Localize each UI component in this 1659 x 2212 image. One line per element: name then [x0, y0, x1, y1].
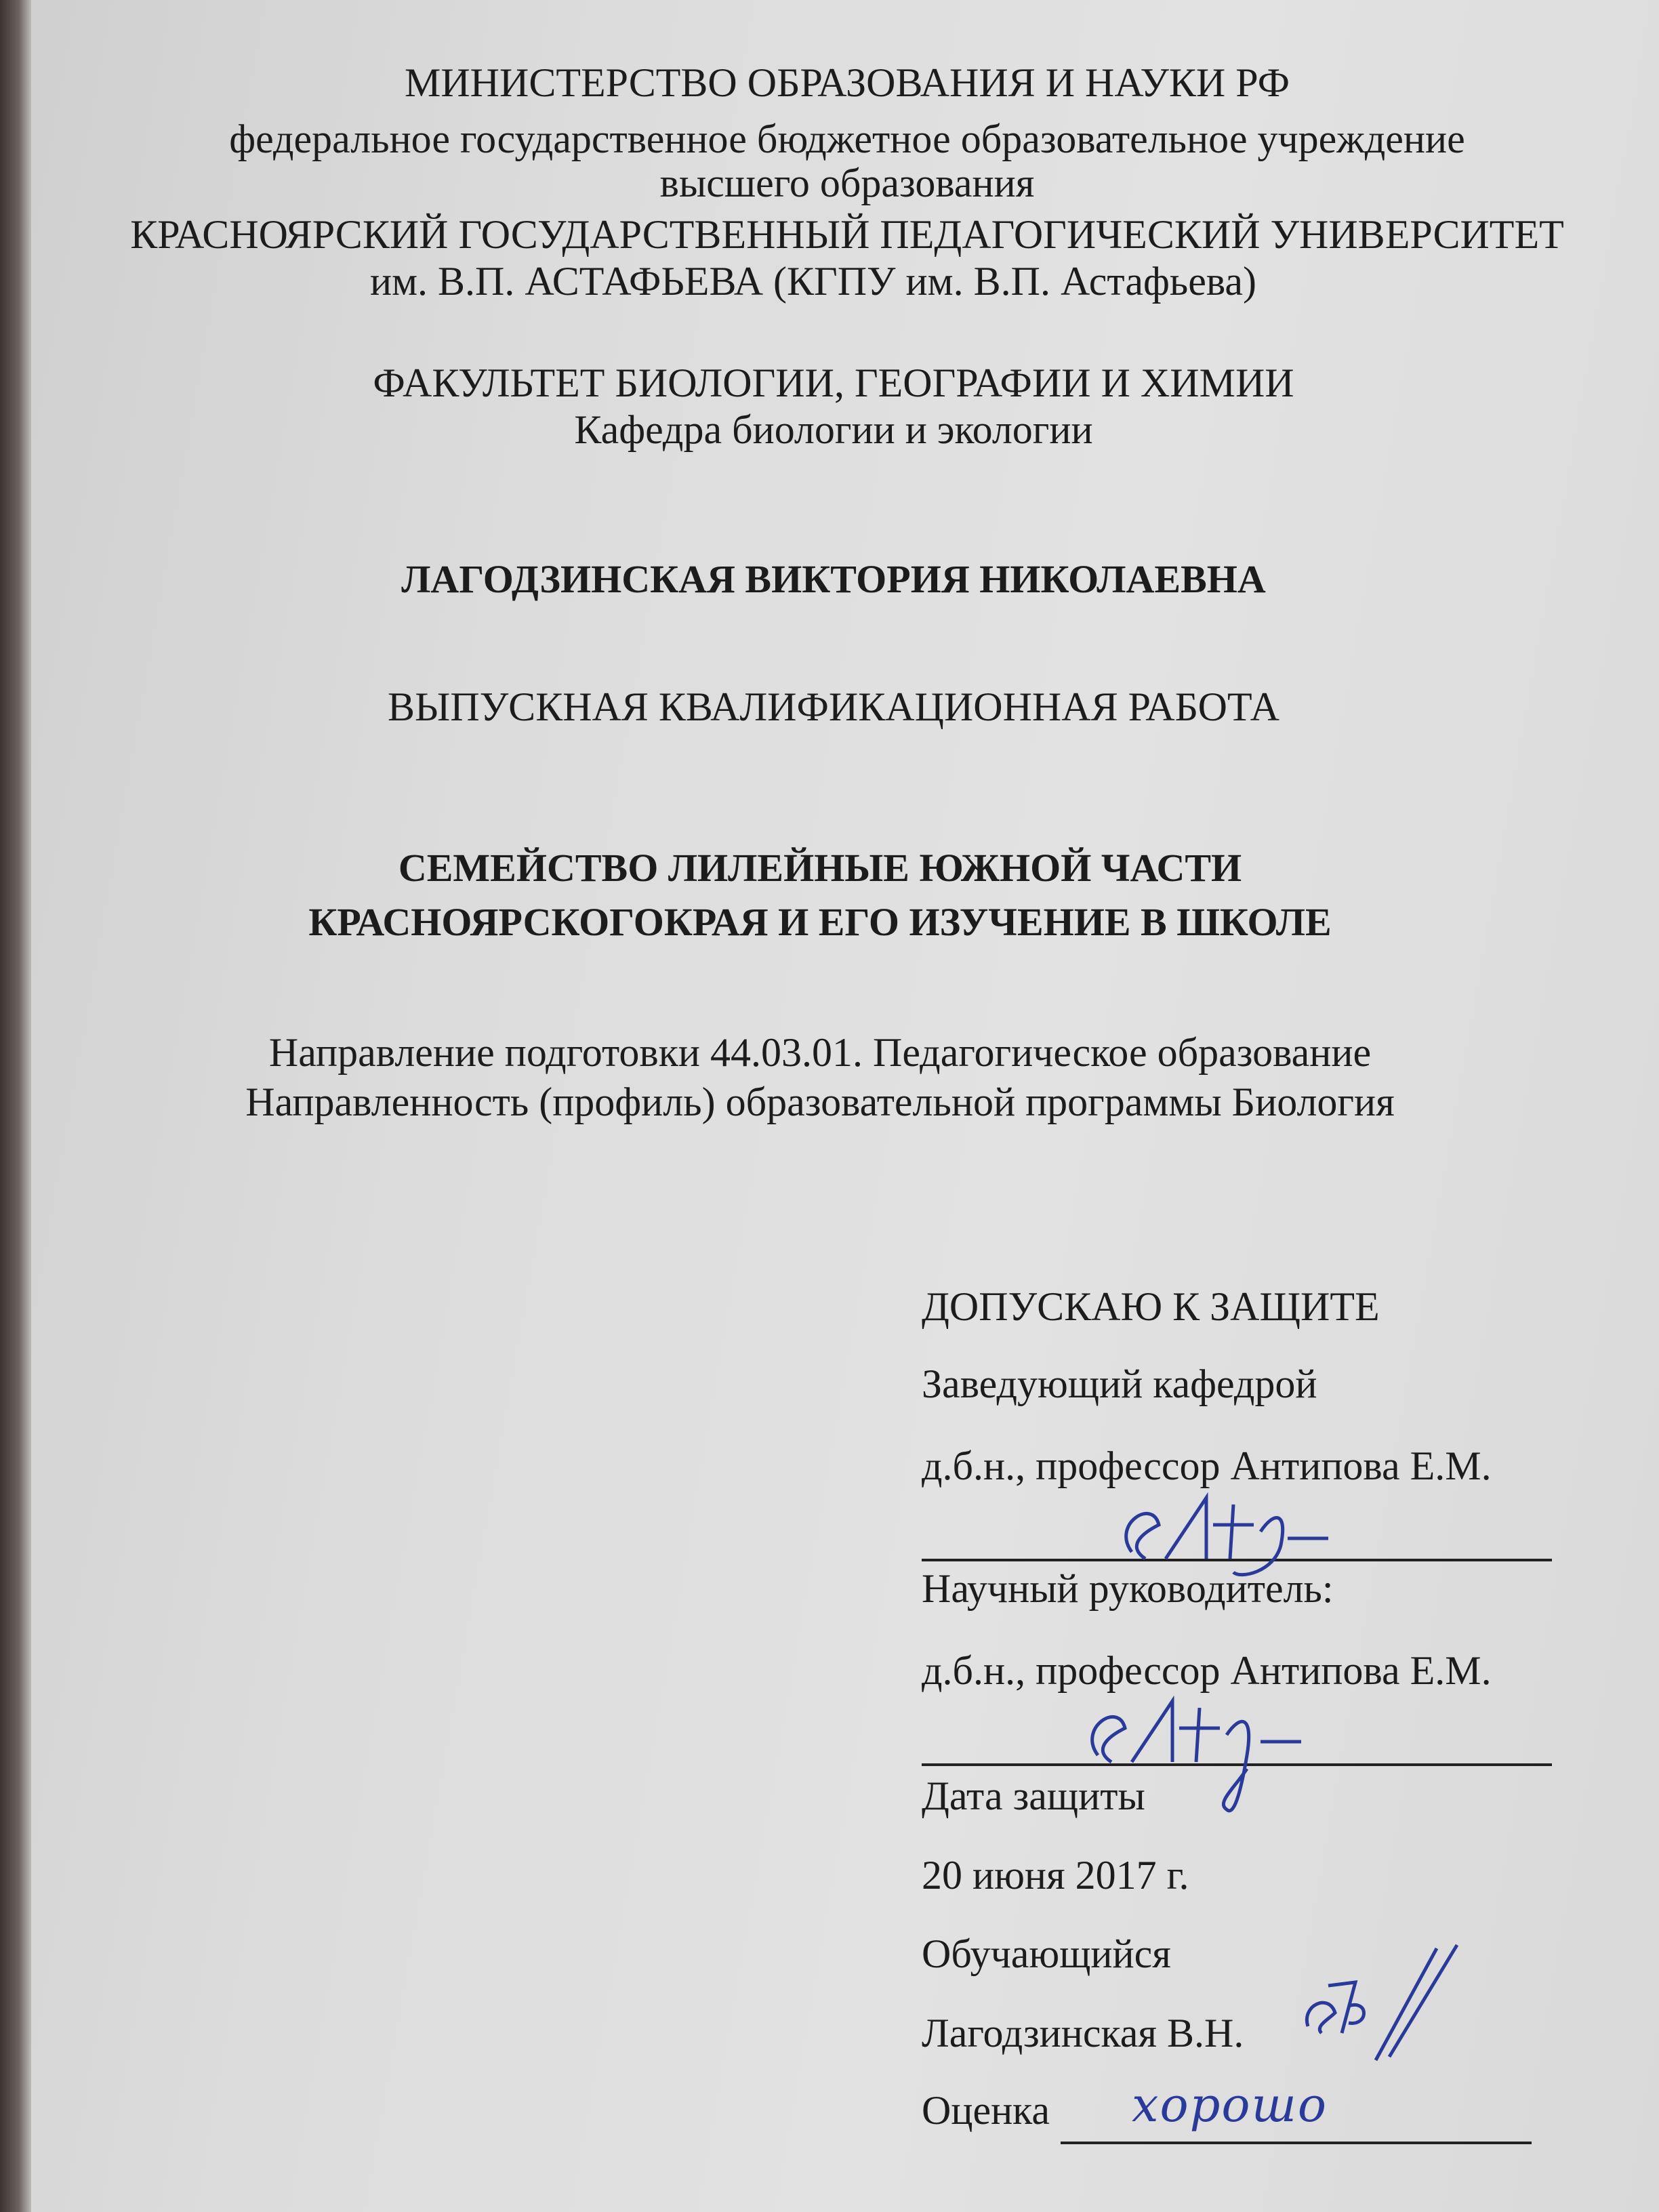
- student-role: Обучающийся: [922, 1931, 1171, 1976]
- work-type: ВЫПУСКНАЯ КВАЛИФИКАЦИОННАЯ РАБОТА: [388, 684, 1279, 729]
- faculty-name: ФАКУЛЬТЕТ БИОЛОГИИ, ГЕОГРАФИИ И ХИМИИ: [373, 361, 1294, 405]
- thesis-title-line2: КРАСНОЯРСКОГОКРАЯ И ЕГО ИЗУЧЕНИЕ В ШКОЛЕ: [308, 900, 1332, 944]
- university-honorific: им. В.П. АСТАФЬЕВА (КГПУ им. В.П. Астафьева): [369, 259, 1257, 304]
- university-name: КРАСНОЯРСКИЙ ГОСУДАРСТВЕННЫЙ ПЕДАГОГИЧЕСКИЙ УНИВЕРСИТЕТ: [130, 212, 1564, 257]
- grade-value: хорошо: [1132, 2077, 1328, 2133]
- thesis-title-line1: СЕМЕЙСТВО ЛИЛЕЙНЫЕ ЮЖНОЙ ЧАСТИ: [398, 846, 1242, 890]
- ministry-line: МИНИСТЕРСТВО ОБРАЗОВАНИЯ И НАУКИ РФ: [404, 60, 1290, 105]
- program-direction: Направление подготовки 44.03.01. Педагогическое образование: [268, 1030, 1372, 1075]
- program-profile: Направленность (профиль) образовательной программы Биология: [245, 1080, 1395, 1124]
- grade-label: Оценка: [922, 2088, 1050, 2133]
- student-name: Лагодзинская В.Н.: [922, 2011, 1244, 2055]
- admit-label: ДОПУСКАЮ К ЗАЩИТЕ: [922, 1284, 1380, 1329]
- supervisor-role: Научный руководитель:: [922, 1566, 1334, 1611]
- grade-line: [1061, 2142, 1532, 2144]
- supervisor-name: д.б.н., профессор Антипова Е.М.: [922, 1648, 1492, 1693]
- department-name: Кафедра биологии и экологии: [574, 407, 1093, 452]
- institution-type: федеральное государственное бюджетное образовательное учреждение: [229, 117, 1465, 161]
- defense-date: 20 июня 2017 г.: [922, 1853, 1189, 1898]
- author-name: ЛАГОДЗИНСКАЯ ВИКТОРИЯ НИКОЛАЕВНА: [401, 557, 1266, 601]
- head-name: д.б.н., профессор Антипова Е.М.: [922, 1443, 1492, 1488]
- defense-date-label: Дата защиты: [922, 1774, 1145, 1818]
- institution-level: высшего образования: [659, 161, 1035, 205]
- student-signature: [1301, 1945, 1504, 2067]
- head-role: Заведующий кафедрой: [922, 1361, 1317, 1406]
